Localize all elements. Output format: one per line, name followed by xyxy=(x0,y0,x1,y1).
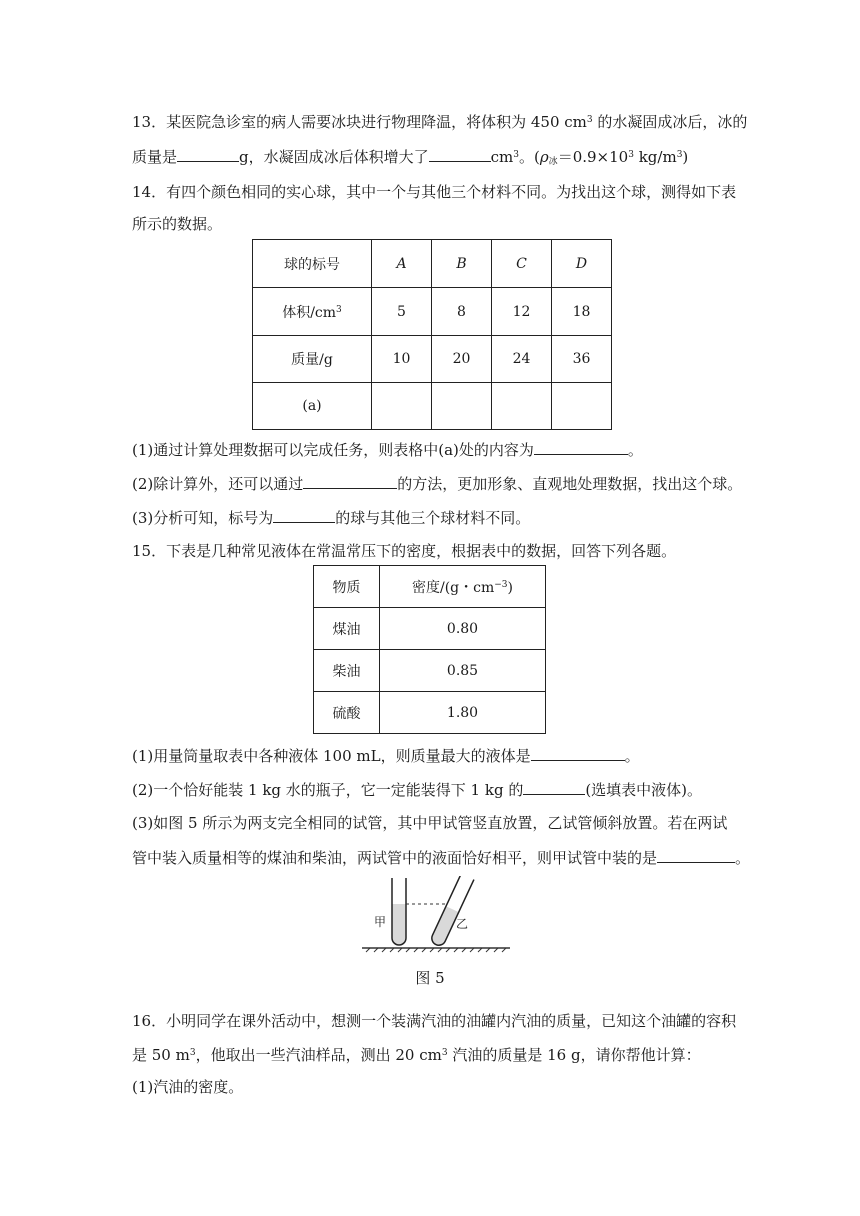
table-cell-empty[interactable] xyxy=(492,383,552,430)
q16-line2: 是 50 $m^3$，他取出一些汽油样品，测出 20 $cm^3$ 汽油的质量是 16 g，请你帮他计算： xyxy=(132,1046,701,1064)
table-header-label: 球的标号 xyxy=(253,240,372,288)
q15-sub3-line1: (3)如图 5 所示为两支完全相同的试管，其中甲试管竖直放置，乙试管倾斜放置。若在两试 xyxy=(132,814,728,832)
table-header-c: C xyxy=(492,240,552,288)
q14-sub2: (2)除计算外，还可以通过 的方法，更加形象、直观地处理数据，找出这个球。 xyxy=(132,475,743,493)
liquid-tube-jia xyxy=(392,904,406,945)
answer-blank-ball[interactable] xyxy=(273,507,335,523)
q16-line1: 16．小明同学在课外活动中，想测一个装满汽油的油罐内汽油的质量，已知这个油罐的容积 xyxy=(132,1012,737,1030)
answer-blank-mass[interactable] xyxy=(177,146,239,162)
q14-sub3: (3)分析可知，标号为 的球与其他三个球材料不同。 xyxy=(132,509,531,527)
table-cell-empty[interactable] xyxy=(432,383,492,430)
label-jia: 甲 xyxy=(374,915,387,929)
q14-line1: 14．有四个颜色相同的实心球，其中一个与其他三个材料不同。为找出这个球，测得如下表 xyxy=(132,183,737,201)
answer-blank-select[interactable] xyxy=(523,779,585,795)
q15-sub3-line2: 管中装入质量相等的煤油和柴油，两试管中的液面恰好相平，则甲试管中装的是 。 xyxy=(132,849,751,867)
mass-b: 20 xyxy=(432,336,492,383)
volume-label: 体积$/cm^3$ xyxy=(253,288,372,336)
density-header-density: 密度/(g・$cm^{-3}$) xyxy=(380,566,546,608)
test-tube-yi xyxy=(430,876,474,947)
answer-blank-a[interactable] xyxy=(534,439,628,455)
mass-d: 36 xyxy=(552,336,612,383)
test-tube-figure xyxy=(360,876,520,954)
liquid-tube-yi xyxy=(430,906,459,947)
substance-sulfuric-acid: 硫酸 xyxy=(314,692,380,734)
table-header-d: D xyxy=(552,240,612,288)
q15-line1: 15．下表是几种常见液体在常温常压下的密度，根据表中的数据，回答下列各题。 xyxy=(132,542,677,560)
volume-d: 18 xyxy=(552,288,612,336)
table-header-a: A xyxy=(372,240,432,288)
q15-sub1: (1)用量筒量取表中各种液体 100 mL，则质量最大的液体是 。 xyxy=(132,747,640,765)
q15-sub2: (2)一个恰好能装 1 kg 水的瓶子，它一定能装得下 1 kg 的 (选填表中液体)。 xyxy=(132,781,703,799)
density-header-substance: 物质 xyxy=(314,566,380,608)
q14-sub1: (1)通过计算处理数据可以完成任务，则表格中(a)处的内容为 。 xyxy=(132,441,643,459)
mass-a: 10 xyxy=(372,336,432,383)
mass-c: 24 xyxy=(492,336,552,383)
figure-caption: 图 5 xyxy=(415,969,445,987)
answer-blank-volume[interactable] xyxy=(429,146,491,162)
answer-blank-tube[interactable] xyxy=(657,847,735,863)
mass-label: 质量/g xyxy=(253,336,372,383)
density-diesel: 0.85 xyxy=(380,650,546,692)
density-sulfuric-acid: 1.80 xyxy=(380,692,546,734)
density-kerosene: 0.80 xyxy=(380,608,546,650)
answer-blank-liquid[interactable] xyxy=(531,745,625,761)
q14-line2: 所示的数据。 xyxy=(132,215,223,233)
ball-data-table xyxy=(252,239,612,430)
table-cell-empty[interactable] xyxy=(552,383,612,430)
volume-b: 8 xyxy=(432,288,492,336)
row-a-label: (a) xyxy=(253,383,372,430)
label-yi: 乙 xyxy=(456,917,469,931)
q13-line1: 13．某医院急诊室的病人需要冰块进行物理降温，将体积为 450 $cm^3$ 的水凝固成冰后，冰的 xyxy=(132,113,748,131)
q16-sub1: (1)汽油的密度。 xyxy=(132,1078,244,1096)
density-table xyxy=(313,565,546,734)
volume-a: 5 xyxy=(372,288,432,336)
substance-diesel: 柴油 xyxy=(314,650,380,692)
answer-blank-method[interactable] xyxy=(303,473,397,489)
table-header-b: B xyxy=(432,240,492,288)
substance-kerosene: 煤油 xyxy=(314,608,380,650)
volume-c: 12 xyxy=(492,288,552,336)
q13-line2: 质量是 g，水凝固成冰后体积增大了 $cm^3$。($\rho_冰=0.9\times 10^3$ $kg/m^3$) xyxy=(132,148,689,167)
table-cell-empty[interactable] xyxy=(372,383,432,430)
